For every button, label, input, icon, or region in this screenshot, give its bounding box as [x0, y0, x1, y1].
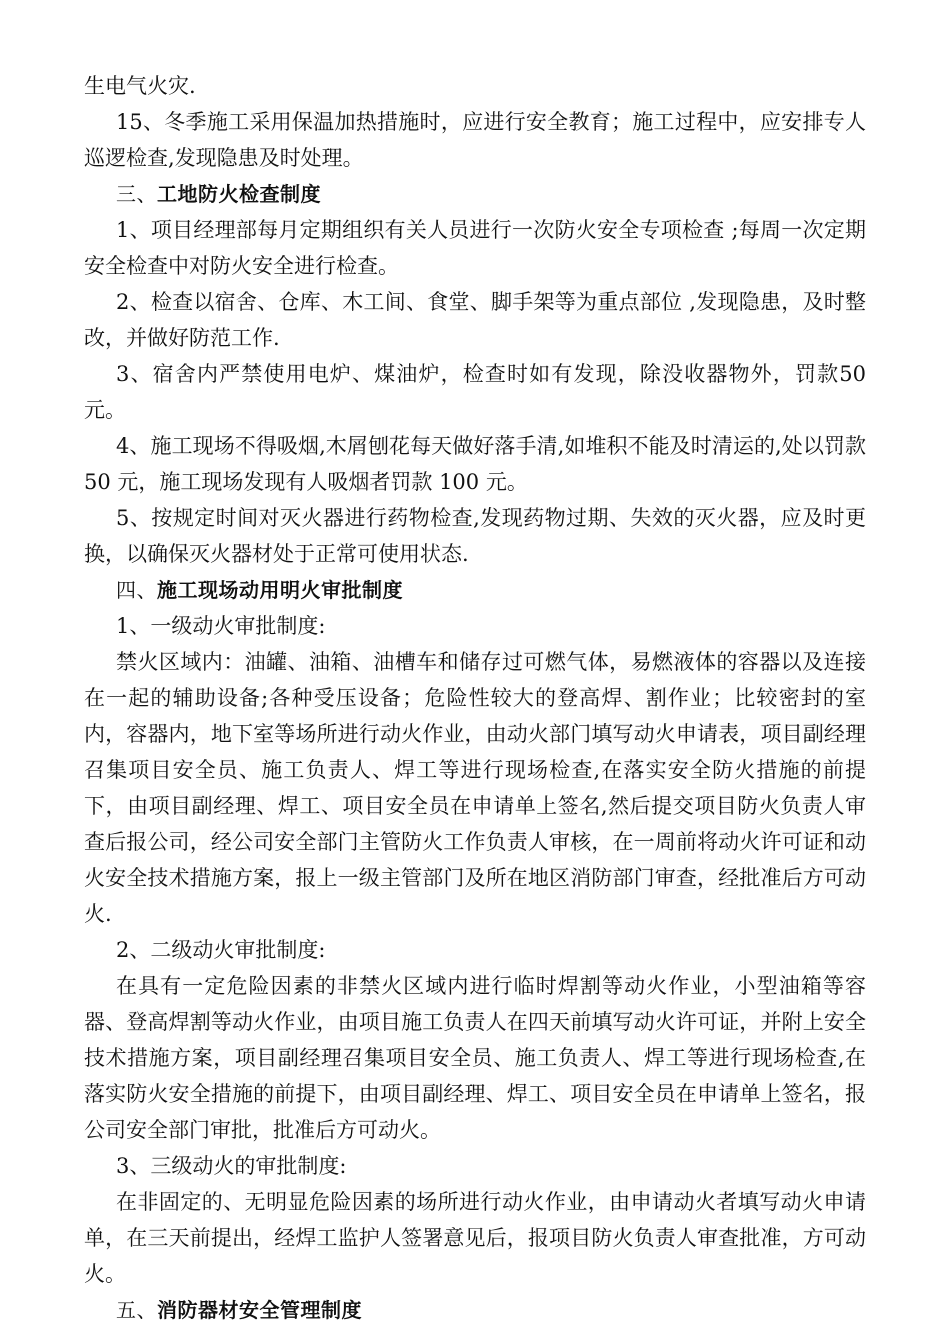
- section-title: 施工现场动用明火审批制度: [157, 578, 403, 602]
- section-heading: [84, 1292, 866, 1328]
- section-title: 工地防火检查制度: [157, 182, 321, 206]
- section-number: 五、: [116, 1298, 157, 1322]
- paragraph: 5、按规定时间对灭火器进行药物检查,发现药物过期、失效的灭火器，应及时更换，以确保灭火器材处于正常可使用状态.: [84, 506, 866, 566]
- paragraph: 生电气火灾.: [84, 74, 196, 98]
- paragraph: 在具有一定危险因素的非禁火区域内进行临时焊割等动火作业，小型油箱等容器、登高焊割等动火作业，由项目施工负责人在四天前填写动火许可证，并附上安全技术措施方案，项目副经理召集项目安全员、施工负责人、焊工等进行现场检查,在落实防火安全措施的前提下，由项目副经理、焊工、项目安全员在申请单上签名，报公司安全部门审批，批准后方可动火。: [84, 974, 866, 1142]
- section-title: 消防器材安全管理制度: [157, 1298, 362, 1322]
- paragraph: 在非固定的、无明显危险因素的场所进行动火作业，由申请动火者填写动火申请单，在三天前提出，经焊工监护人签署意见后，报项目防火负责人审查批准，方可动火。: [84, 1190, 866, 1286]
- section-number: 四、: [116, 578, 157, 602]
- paragraph: 1、项目经理部每月定期组织有关人员进行一次防火安全专项检查 ;每周一次定期安全检查中对防火安全进行检查。: [84, 218, 866, 278]
- paragraph: 2、检查以宿舍、仓库、木工间、食堂、脚手架等为重点部位 ,发现隐患，及时整改，并做好防范工作.: [84, 290, 866, 350]
- paragraph: 4、施工现场不得吸烟,木屑刨花每天做好落手清,如堆积不能及时清运的,处以罚款 50 元，施工现场发现有人吸烟者罚款 100 元。: [84, 434, 866, 494]
- paragraph: 15、冬季施工采用保温加热措施时，应进行安全教育；施工过程中，应安排专人巡逻检查,发现隐患及时处理。: [84, 110, 866, 170]
- paragraph: 2、二级动火审批制度:: [116, 938, 326, 962]
- paragraph: 3、宿舍内严禁使用电炉、煤油炉，检查时如有发现，除没收器物外，罚款50元。: [84, 362, 866, 422]
- paragraph: 3、三级动火的审批制度:: [116, 1154, 347, 1178]
- paragraph: 禁火区域内：油罐、油箱、油槽车和储存过可燃气体，易燃液体的容器以及连接在一起的辅助设备;各种受压设备；危险性较大的登高焊、割作业；比较密封的室内，容器内，地下室等场所进行动火作业，由动火部门填写动火申请表，项目副经理召集项目安全员、施工负责人、焊工等进行现场检查,在落实安全防火措施的前提下，由项目副经理、焊工、项目安全员在申请单上签名,然后提交项目防火负责人审查后报公司，经公司安全部门主管防火工作负责人审核，在一周前将动火许可证和动火安全技术措施方案，报上一级主管部门及所在地区消防部门审查，经批准后方可动火.: [84, 650, 866, 926]
- paragraph: 1、一级动火审批制度:: [116, 614, 326, 638]
- document-body: [84, 68, 866, 1328]
- section-number: 三、: [116, 182, 157, 206]
- section-heading: [84, 176, 866, 212]
- section-heading: [84, 572, 866, 608]
